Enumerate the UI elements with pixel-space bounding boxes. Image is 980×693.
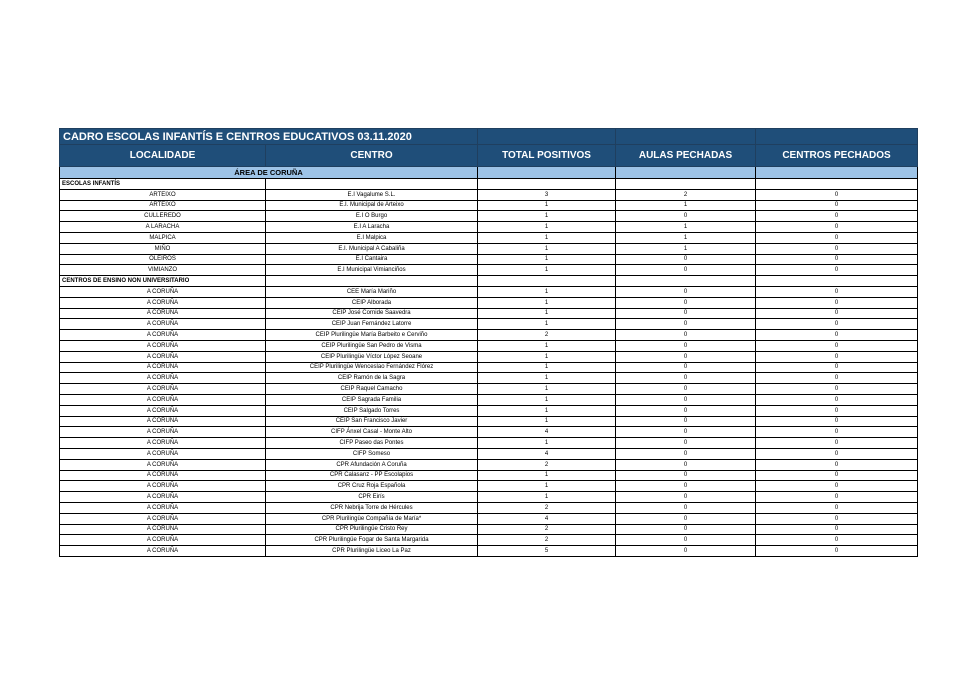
table-row — [60, 222, 918, 233]
cell-total-positivos: 4 — [478, 513, 616, 524]
cell-centros-pechados: 0 — [756, 502, 918, 513]
table-row — [60, 254, 918, 265]
cell-localidade: A CORUÑA — [60, 319, 266, 330]
cell-centros-pechados: 0 — [756, 524, 918, 535]
title-blank-cell — [756, 129, 918, 145]
section-label: CENTROS DE ENSINO NON UNIVERSITARIO — [60, 276, 266, 287]
cell-centro: CPR Afundación A Coruña — [266, 459, 478, 470]
cell-localidade: A CORUÑA — [60, 535, 266, 546]
cell-aulas-pechadas: 0 — [616, 448, 756, 459]
cell-aulas-pechadas: 0 — [616, 502, 756, 513]
cell-localidade: VIMIANZO — [60, 265, 266, 276]
cell-localidade: A CORUÑA — [60, 513, 266, 524]
cell-centros-pechados: 0 — [756, 330, 918, 341]
cell-centro: CPR Plurilingüe Compañía de María* — [266, 513, 478, 524]
area-blank-cell — [756, 167, 918, 179]
cell-centros-pechados: 0 — [756, 384, 918, 395]
table-row — [60, 546, 918, 557]
cell-total-positivos: 1 — [478, 340, 616, 351]
cell-centros-pechados: 0 — [756, 373, 918, 384]
cell-centros-pechados: 0 — [756, 351, 918, 362]
cell-centros-pechados: 0 — [756, 513, 918, 524]
section-blank-cell — [616, 179, 756, 190]
title-blank-cell — [478, 129, 616, 145]
cell-localidade: A CORUÑA — [60, 405, 266, 416]
table-row — [60, 524, 918, 535]
cell-centro: CPR Eirís — [266, 492, 478, 503]
table-row — [60, 265, 918, 276]
table-row — [60, 373, 918, 384]
cell-localidade: ARTEIXO — [60, 200, 266, 211]
cell-total-positivos: 1 — [478, 384, 616, 395]
section-blank-cell — [756, 276, 918, 287]
cell-centros-pechados: 0 — [756, 319, 918, 330]
cell-localidade: A CORUÑA — [60, 297, 266, 308]
cell-total-positivos: 1 — [478, 416, 616, 427]
cell-centros-pechados: 0 — [756, 243, 918, 254]
cell-aulas-pechadas: 1 — [616, 232, 756, 243]
cell-centro: CEIP Plurilingüe María Barbeito e Cerviño — [266, 330, 478, 341]
cell-centros-pechados: 0 — [756, 394, 918, 405]
cell-aulas-pechadas: 0 — [616, 211, 756, 222]
section-label: ESCOLAS INFANTÍS — [60, 179, 266, 190]
cell-centro: CIFP Paseo das Pontes — [266, 438, 478, 449]
cell-centros-pechados: 0 — [756, 438, 918, 449]
table-body — [60, 129, 918, 557]
cell-total-positivos: 2 — [478, 330, 616, 341]
area-blank-cell — [478, 167, 616, 179]
cell-centros-pechados: 0 — [756, 222, 918, 233]
cell-localidade: A CORUÑA — [60, 286, 266, 297]
cell-aulas-pechadas: 2 — [616, 189, 756, 200]
table-row — [60, 405, 918, 416]
cell-centro: E.I O Burgo — [266, 211, 478, 222]
cell-centro: CEIP Juan Fernández Latorre — [266, 319, 478, 330]
cell-aulas-pechadas: 1 — [616, 243, 756, 254]
cell-centros-pechados: 0 — [756, 297, 918, 308]
area-label: ÁREA DE CORUÑA — [60, 167, 478, 179]
cell-centros-pechados: 0 — [756, 405, 918, 416]
cell-total-positivos: 1 — [478, 211, 616, 222]
area-row — [60, 167, 918, 179]
cell-aulas-pechadas: 0 — [616, 405, 756, 416]
cell-aulas-pechadas: 0 — [616, 513, 756, 524]
cell-localidade: A CORUÑA — [60, 308, 266, 319]
column-header-total-positivos: TOTAL POSITIVOS — [478, 145, 616, 167]
cell-aulas-pechadas: 0 — [616, 416, 756, 427]
cell-centros-pechados: 0 — [756, 427, 918, 438]
cell-aulas-pechadas: 0 — [616, 524, 756, 535]
section-blank-cell — [478, 276, 616, 287]
cell-centro: CPR Cruz Roja Española — [266, 481, 478, 492]
cell-aulas-pechadas: 0 — [616, 340, 756, 351]
table-row — [60, 362, 918, 373]
cell-localidade: A CORUÑA — [60, 373, 266, 384]
cell-localidade: A CORUÑA — [60, 524, 266, 535]
cell-localidade: A CORUÑA — [60, 416, 266, 427]
cell-centro: CPR Plurilingüe Liceo La Paz — [266, 546, 478, 557]
cell-localidade: A CORUÑA — [60, 438, 266, 449]
cell-total-positivos: 2 — [478, 535, 616, 546]
cell-total-positivos: 1 — [478, 222, 616, 233]
cell-centro: E.I Malpica — [266, 232, 478, 243]
cell-total-positivos: 1 — [478, 243, 616, 254]
cell-centros-pechados: 0 — [756, 459, 918, 470]
cell-total-positivos: 2 — [478, 524, 616, 535]
cell-total-positivos: 1 — [478, 438, 616, 449]
cell-total-positivos: 4 — [478, 427, 616, 438]
cell-localidade: A LARACHA — [60, 222, 266, 233]
cell-localidade: A CORUÑA — [60, 470, 266, 481]
table-row — [60, 513, 918, 524]
section-blank-cell — [266, 276, 478, 287]
table-row — [60, 492, 918, 503]
cell-centro: CIFP Ánxel Casal - Monte Alto — [266, 427, 478, 438]
cell-localidade: A CORUÑA — [60, 459, 266, 470]
cell-centro: CEIP Plurilingüe Wenceslao Fernández Flórez — [266, 362, 478, 373]
cell-centro: CEIP San Francisco Javier — [266, 416, 478, 427]
cell-total-positivos: 1 — [478, 286, 616, 297]
cell-aulas-pechadas: 1 — [616, 200, 756, 211]
table-row — [60, 448, 918, 459]
cell-centros-pechados: 0 — [756, 254, 918, 265]
cell-centro: E.I Cantaira — [266, 254, 478, 265]
cell-centro: CPR Calasanz - PP Escolapios — [266, 470, 478, 481]
table-row — [60, 211, 918, 222]
section-blank-cell — [756, 179, 918, 190]
cell-total-positivos: 4 — [478, 448, 616, 459]
table-row — [60, 394, 918, 405]
table-row — [60, 502, 918, 513]
cell-total-positivos: 1 — [478, 297, 616, 308]
cell-aulas-pechadas: 0 — [616, 438, 756, 449]
cell-localidade: A CORUÑA — [60, 394, 266, 405]
table-row — [60, 459, 918, 470]
table-row — [60, 438, 918, 449]
cell-localidade: OLEIROS — [60, 254, 266, 265]
title-row — [60, 129, 918, 145]
cell-centros-pechados: 0 — [756, 492, 918, 503]
cell-centro: CEIP Salgado Torres — [266, 405, 478, 416]
table-row — [60, 384, 918, 395]
section-blank-cell — [478, 179, 616, 190]
table-row — [60, 286, 918, 297]
table-row — [60, 481, 918, 492]
section-blank-cell — [266, 179, 478, 190]
cell-total-positivos: 5 — [478, 546, 616, 557]
cell-centro: CPR Nebrija Torre de Hércules — [266, 502, 478, 513]
cell-total-positivos: 1 — [478, 351, 616, 362]
cell-aulas-pechadas: 0 — [616, 427, 756, 438]
table-row — [60, 340, 918, 351]
cell-centro: CIFP Someso — [266, 448, 478, 459]
column-header-localidade: LOCALIDADE — [60, 145, 266, 167]
cell-aulas-pechadas: 0 — [616, 535, 756, 546]
cell-total-positivos: 1 — [478, 481, 616, 492]
cell-localidade: A CORUÑA — [60, 427, 266, 438]
cell-localidade: MIÑO — [60, 243, 266, 254]
cell-centro: E.I A Laracha — [266, 222, 478, 233]
cell-centro: CPR Plurilingüe Cristo Rey — [266, 524, 478, 535]
cell-localidade: A CORUÑA — [60, 384, 266, 395]
cell-total-positivos: 1 — [478, 373, 616, 384]
header-row — [60, 145, 918, 167]
cell-total-positivos: 1 — [478, 394, 616, 405]
cell-centro: CEIP Alborada — [266, 297, 478, 308]
table-row — [60, 427, 918, 438]
table-row — [60, 416, 918, 427]
cell-centros-pechados: 0 — [756, 448, 918, 459]
cell-centros-pechados: 0 — [756, 308, 918, 319]
cell-aulas-pechadas: 0 — [616, 308, 756, 319]
cell-localidade: MALPICA — [60, 232, 266, 243]
cell-localidade: A CORUÑA — [60, 351, 266, 362]
cell-centro: CEIP Ramón de la Sagra — [266, 373, 478, 384]
cell-localidade: A CORUÑA — [60, 330, 266, 341]
cell-centro: CEIP José Cornide Saavedra — [266, 308, 478, 319]
table-row — [60, 470, 918, 481]
data-table — [59, 128, 918, 557]
cell-total-positivos: 3 — [478, 189, 616, 200]
cell-centros-pechados: 0 — [756, 200, 918, 211]
cell-centro: CPR Plurilingüe Fogar de Santa Margarida — [266, 535, 478, 546]
cell-centros-pechados: 0 — [756, 481, 918, 492]
cell-aulas-pechadas: 0 — [616, 546, 756, 557]
cell-aulas-pechadas: 1 — [616, 222, 756, 233]
cell-localidade: A CORUÑA — [60, 362, 266, 373]
cell-total-positivos: 2 — [478, 459, 616, 470]
table-row — [60, 319, 918, 330]
cell-centros-pechados: 0 — [756, 286, 918, 297]
cell-aulas-pechadas: 0 — [616, 394, 756, 405]
cell-aulas-pechadas: 0 — [616, 351, 756, 362]
cell-centro: CEIP Plurilingüe Víctor López Seoane — [266, 351, 478, 362]
column-header-centro: CENTRO — [266, 145, 478, 167]
cell-localidade: ARTEIXO — [60, 189, 266, 200]
cell-centro: E.I Municipal Vimianciños — [266, 265, 478, 276]
cell-aulas-pechadas: 0 — [616, 481, 756, 492]
cell-localidade: CULLEREDO — [60, 211, 266, 222]
title-blank-cell — [616, 129, 756, 145]
table-row — [60, 535, 918, 546]
cell-total-positivos: 1 — [478, 405, 616, 416]
cell-localidade: A CORUÑA — [60, 546, 266, 557]
table-row — [60, 297, 918, 308]
cell-aulas-pechadas: 0 — [616, 362, 756, 373]
cell-aulas-pechadas: 0 — [616, 373, 756, 384]
cell-centro: CEIP Raquel Camacho — [266, 384, 478, 395]
cell-localidade: A CORUÑA — [60, 492, 266, 503]
cell-aulas-pechadas: 0 — [616, 297, 756, 308]
cell-aulas-pechadas: 0 — [616, 265, 756, 276]
cell-centros-pechados: 0 — [756, 535, 918, 546]
cell-total-positivos: 1 — [478, 492, 616, 503]
cell-centro: CEE María Mariño — [266, 286, 478, 297]
cell-total-positivos: 1 — [478, 232, 616, 243]
cell-aulas-pechadas: 0 — [616, 384, 756, 395]
column-header-aulas-pechadas: AULAS PECHADAS — [616, 145, 756, 167]
cell-total-positivos: 1 — [478, 200, 616, 211]
cell-aulas-pechadas: 0 — [616, 492, 756, 503]
section-row — [60, 276, 918, 287]
cell-centros-pechados: 0 — [756, 232, 918, 243]
cell-total-positivos: 1 — [478, 265, 616, 276]
cell-total-positivos: 1 — [478, 362, 616, 373]
cell-aulas-pechadas: 0 — [616, 470, 756, 481]
table-row — [60, 351, 918, 362]
cell-aulas-pechadas: 0 — [616, 286, 756, 297]
cell-centro: E.I. Municipal de Arteixo — [266, 200, 478, 211]
table-row — [60, 189, 918, 200]
table-row — [60, 308, 918, 319]
cell-aulas-pechadas: 0 — [616, 330, 756, 341]
cell-aulas-pechadas: 0 — [616, 254, 756, 265]
cell-centros-pechados: 0 — [756, 470, 918, 481]
cell-centros-pechados: 0 — [756, 189, 918, 200]
cell-centros-pechados: 0 — [756, 265, 918, 276]
cell-localidade: A CORUÑA — [60, 448, 266, 459]
cell-centros-pechados: 0 — [756, 340, 918, 351]
section-blank-cell — [616, 276, 756, 287]
table-row — [60, 243, 918, 254]
cell-total-positivos: 1 — [478, 308, 616, 319]
cell-centro: E.I Vagalume S.L. — [266, 189, 478, 200]
cell-total-positivos: 2 — [478, 502, 616, 513]
cell-total-positivos: 1 — [478, 470, 616, 481]
cell-total-positivos: 1 — [478, 319, 616, 330]
section-row — [60, 179, 918, 190]
cell-centros-pechados: 0 — [756, 211, 918, 222]
column-header-centros-pechados: CENTROS PECHADOS — [756, 145, 918, 167]
table-row — [60, 232, 918, 243]
cell-centro: E.I. Municipal A Cabaliña — [266, 243, 478, 254]
cell-centro: CEIP Sagrada Familia — [266, 394, 478, 405]
cell-localidade: A CORUÑA — [60, 502, 266, 513]
cell-total-positivos: 1 — [478, 254, 616, 265]
cell-aulas-pechadas: 0 — [616, 459, 756, 470]
table-title: CADRO ESCOLAS INFANTÍS E CENTROS EDUCATIVOS 03.11.2020 — [60, 129, 478, 145]
table-row — [60, 200, 918, 211]
cell-centros-pechados: 0 — [756, 416, 918, 427]
table-row — [60, 330, 918, 341]
cell-centros-pechados: 0 — [756, 546, 918, 557]
cell-localidade: A CORUÑA — [60, 340, 266, 351]
area-blank-cell — [616, 167, 756, 179]
cell-localidade: A CORUÑA — [60, 481, 266, 492]
cell-centro: CEIP Plurilingüe San Pedro de Visma — [266, 340, 478, 351]
cell-centros-pechados: 0 — [756, 362, 918, 373]
cell-aulas-pechadas: 0 — [616, 319, 756, 330]
